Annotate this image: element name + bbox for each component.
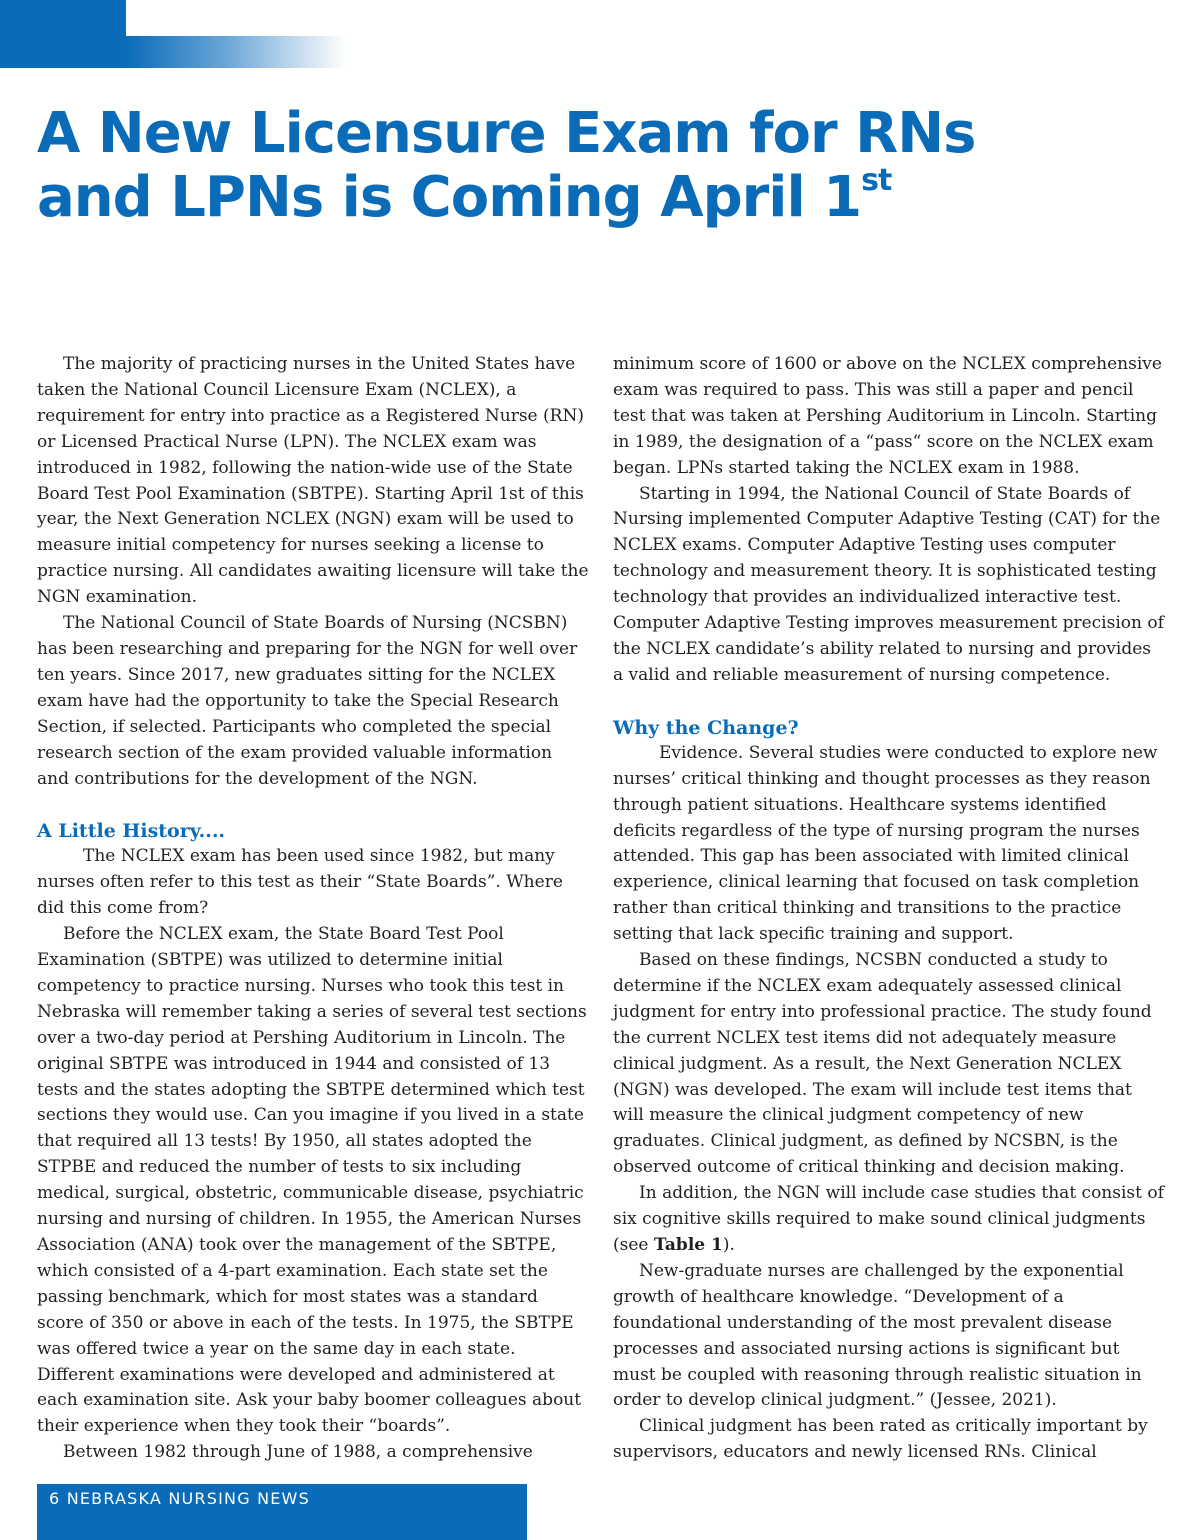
- rated-paragraph: Clinical judgment has been rated as critically important by supervisors, educators and newly licensed RNs. Clinical: [613, 1416, 1148, 1463]
- cat-paragraph: Starting in 1994, the National Council of State Boards of Nursing implemented Computer Adaptive Testing (CAT) for the NCLEX exams. Computer Adaptive Testing uses computer technology and measurement theory. It is sophisticated testing technology that provides an individualized interactive test. Computer Adaptive Testing improves measurement precision of the NCLEX candidate’s ability related to nursing and provides a valid and reliable measurement of nursing competence.: [613, 483, 1164, 685]
- header-color-block: [0, 0, 126, 68]
- history-paragraph-2: Before the NCLEX exam, the State Board Test Pool Examination (SBTPE) was utilized to determine initial competency to practice nursing. Nurses who took this test in Nebraska will remember taking a series of several test sections over a two-day period at Pershing Auditorium in Lincoln. The original SBTPE was introduced in 1944 and consisted of 13 tests and the states adopting the SBTPE determined which test sections they would use. Can you imagine if you lived in a state that required all 13 tests! By 1950, all states adopted the STPBE and reduced the number of tests to six including medical, surgical, obstetric, communicable disease, psychiatric nursing and nursing of children. In 1955, the American Nurses Association (ANA) took over the management of the SBTPE, which consisted of a 4-part examination. Each state set the passing benchmark, which for most states was a standard score of 350 or above in each of the tests. In 1975, the SBTPE was offered twice a year on the same day in each state. Different examinations were developed and administered at each examination site. Ask your baby boomer colleagues about their experience when they took their “boards”.: [37, 924, 587, 1437]
- evidence-paragraph: Evidence. Several studies were conducted to explore new nurses’ critical thinking and thought processes as they reason through patient situations. Healthcare systems identified deficits regardless of the type of nursing program the nurses attended. This gap has been associated with limited clinical experience, clinical learning that focused on task completion rather than critical thinking and transitions to the practice setting that lack specific training and support.: [613, 742, 1158, 945]
- history-heading: A Little History....: [37, 820, 226, 843]
- right-column: [613, 352, 1165, 1466]
- case-studies-text: In addition, the NGN will include case studies that consist of six cognitive skills required to make sound clinical judgments (see: [613, 1183, 1164, 1255]
- publication-name: NEBRASKA NURSING NEWS: [66, 1489, 310, 1508]
- intro-paragraph-2: The National Council of State Boards of Nursing (NCSBN) has been researching and preparing for the NGN for well over ten years. Since 2017, new graduates sitting for the NCLEX exam have had the opportunity to take the Special Research Section, if selected. Participants who completed the special research section of the exam provided valuable information and contributions for the development of the NGN.: [37, 613, 578, 789]
- why-change-heading: Why the Change?: [613, 716, 799, 739]
- knowledge-paragraph: New-graduate nurses are challenged by the exponential growth of healthcare knowledge. “Development of a foundational understanding of the most prevalent disease processes and associated nursing actions is significant but must be coupled with reasoning through realistic situation in order to develop clinical judgment.” (Jessee, 2021).: [613, 1260, 1142, 1411]
- footer-bar: [37, 1484, 527, 1540]
- section-spacer: [613, 689, 1165, 715]
- page-number: 6: [49, 1489, 61, 1508]
- article-title-superscript: st: [861, 163, 892, 198]
- footer-label: [49, 1489, 310, 1508]
- header-gradient-bar: [126, 36, 346, 68]
- history-continued-paragraph: minimum score of 1600 or above on the NCLEX comprehensive exam was required to pass. This was still a paper and pencil test that was taken at Pershing Auditorium in Lincoln. Starting in 1989, the designation of a “pass“ score on the NCLEX exam began. LPNs started taking the NCLEX exam in 1988.: [613, 354, 1162, 478]
- left-column: [37, 352, 589, 1466]
- history-paragraph-3: Between 1982 through June of 1988, a comprehensive: [63, 1442, 533, 1463]
- section-spacer: [37, 792, 589, 818]
- history-paragraph-1: The NCLEX exam has been used since 1982, but many nurses often refer to this test as their “State Boards”. Where did this come from?: [37, 846, 563, 919]
- case-studies-text-end: ).: [722, 1235, 735, 1255]
- study-paragraph: Based on these findings, NCSBN conducted a study to determine if the NCLEX exam adequately assessed clinical judgment for entry into professional practice. The study found the current NCLEX test items did not adequately measure clinical judgment. As a result, the Next Generation NCLEX (NGN) was developed. The exam will include test items that will measure the clinical judgment competency of new graduates. Clinical judgment, as defined by NCSBN, is the observed outcome of critical thinking and decision making.: [613, 950, 1152, 1178]
- table-reference: Table 1: [653, 1235, 723, 1255]
- case-studies-paragraph: [613, 1181, 1165, 1259]
- article-title-text: A New Licensure Exam for RNs and LPNs is Coming April 1: [37, 101, 976, 230]
- intro-paragraph-1: The majority of practicing nurses in the United States have taken the National Council Licensure Exam (NCLEX), a requirement for entry into practice as a Registered Nurse (RN) or Licensed Practical Nurse (LPN). The NCLEX exam was introduced in 1982, following the nation-wide use of the State Board Test Pool Examination (SBTPE). Starting April 1st of this year, the Next Generation NCLEX (NGN) exam will be used to measure initial competency for nurses seeking a license to practice nursing. All candidates awaiting licensure will take the NGN examination.: [37, 354, 589, 608]
- article-title: [37, 102, 1037, 230]
